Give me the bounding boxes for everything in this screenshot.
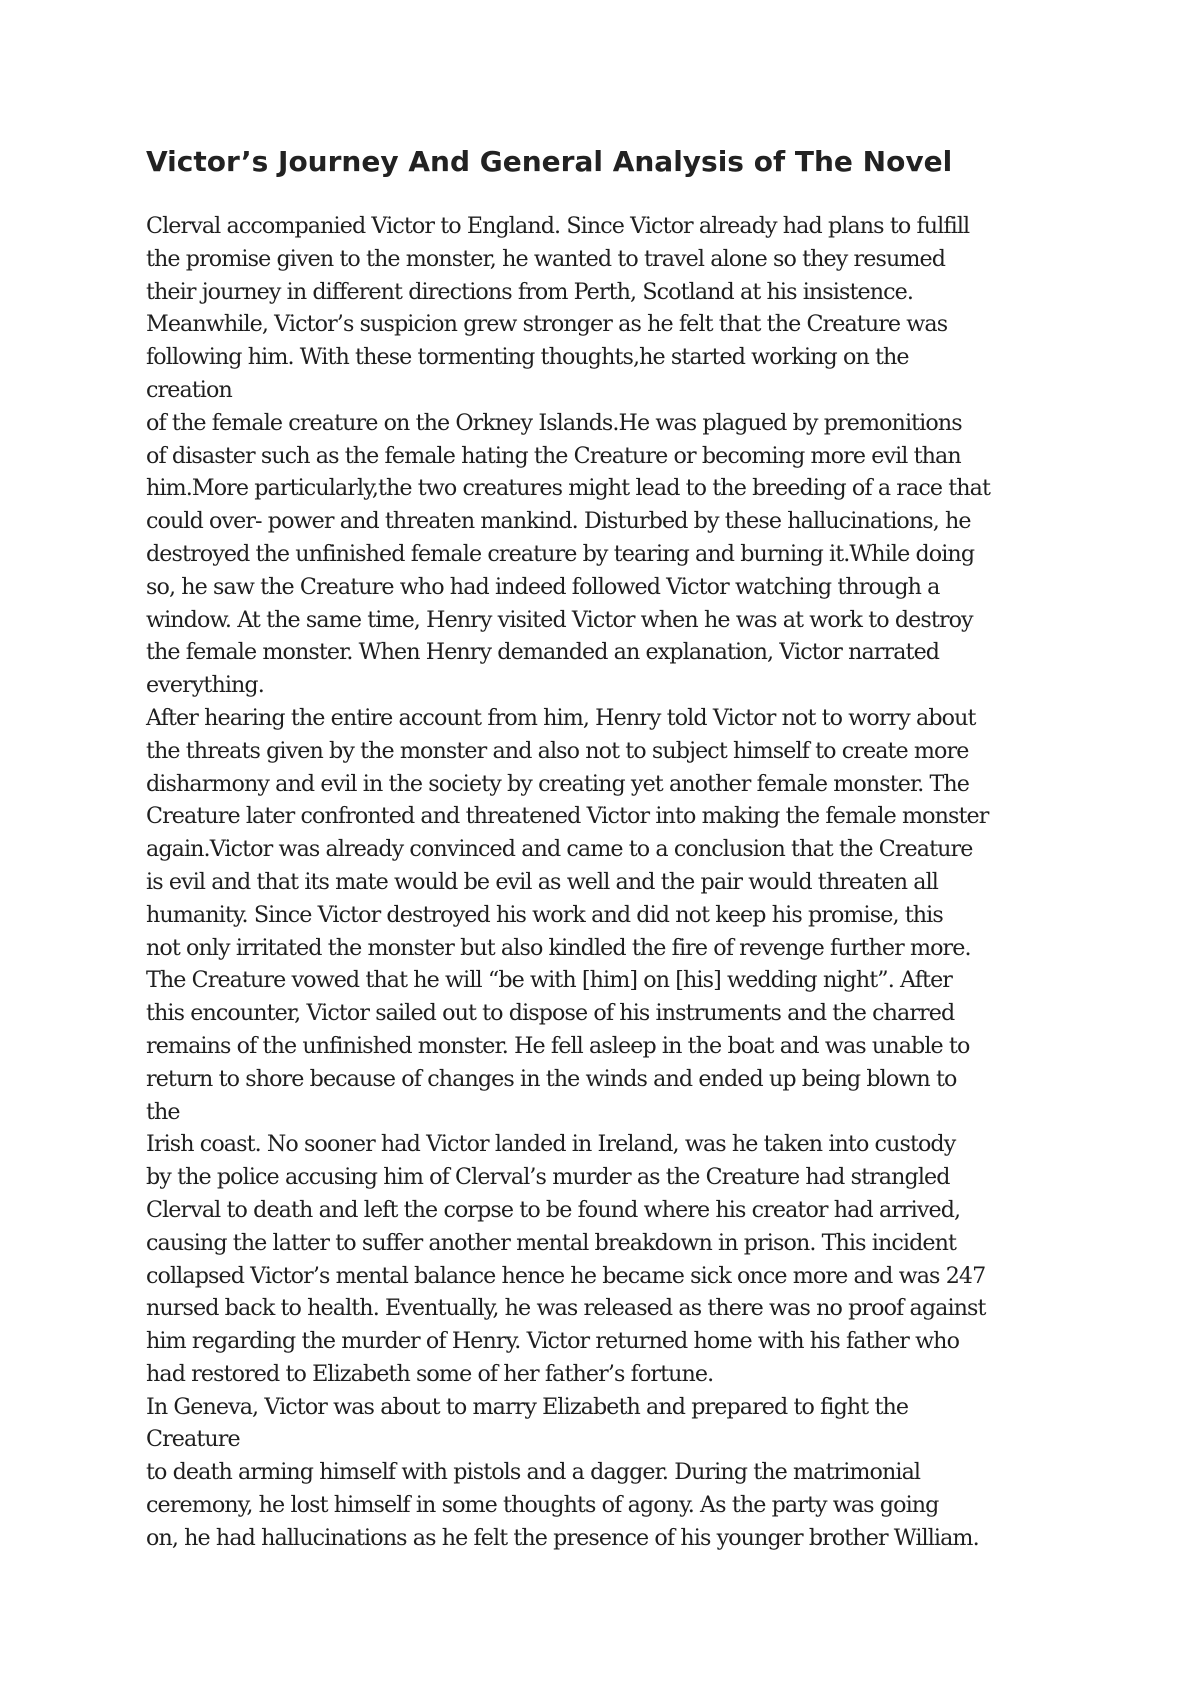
body-text-line: After hearing the entire account from him, Henry told Victor not to worry about	[146, 704, 976, 731]
body-text-line: of the female creature on the Orkney Islands.He was plagued by premonitions	[146, 409, 962, 436]
body-text-line: Meanwhile, Victor’s suspicion grew stronger as he felt that the Creature was	[146, 311, 948, 338]
body-text-line: the	[146, 1098, 180, 1125]
body-text-line: the threats given by the monster and also not to subject himself to create more	[146, 737, 969, 764]
body-text-line: creation	[146, 376, 232, 403]
body-text-line: ceremony, he lost himself in some thoughts of agony. As the party was going	[146, 1492, 939, 1519]
document-title: Victor’s Journey And General Analysis of The Novel	[146, 145, 953, 178]
body-text-line: him regarding the murder of Henry. Victor returned home with his father who	[146, 1328, 960, 1355]
body-text-line: destroyed the unfinished female creature by tearing and burning it.While doing	[146, 540, 975, 567]
body-text-line: this encounter, Victor sailed out to dispose of his instruments and the charred	[146, 1000, 955, 1027]
body-text-line: so, he saw the Creature who had indeed followed Victor watching through a	[146, 573, 940, 600]
body-text-line: return to shore because of changes in the winds and ended up being blown to	[146, 1065, 957, 1092]
body-text-line: to death arming himself with pistols and a dagger. During the matrimonial	[146, 1459, 921, 1486]
body-text-line: is evil and that its mate would be evil as well and the pair would threaten all	[146, 868, 938, 895]
body-text-line: on, he had hallucinations as he felt the presence of his younger brother William.	[146, 1524, 979, 1551]
body-text-line: nursed back to health. Eventually, he was released as there was no proof against	[146, 1295, 986, 1322]
body-text-line: Creature later confronted and threatened Victor into making the female monster	[146, 803, 989, 830]
body-text-line: remains of the unfinished monster. He fell asleep in the boat and was unable to	[146, 1032, 970, 1059]
body-text-line: not only irritated the monster but also kindled the fire of revenge further more.	[146, 934, 971, 961]
body-text-line: The Creature vowed that he will “be with [him] on [his] wedding night”. After	[146, 967, 953, 994]
body-text-line: him.More particularly,the two creatures might lead to the breeding of a race that	[146, 475, 990, 502]
body-text-line: disharmony and evil in the society by creating yet another female monster. The	[146, 770, 970, 797]
body-text-line: collapsed Victor’s mental balance hence he became sick once more and was 247	[146, 1262, 986, 1289]
body-text-line: the promise given to the monster, he wanted to travel alone so they resumed	[146, 245, 946, 272]
body-text-line: humanity. Since Victor destroyed his work and did not keep his promise, this	[146, 901, 943, 928]
body-text-line: Irish coast. No sooner had Victor landed in Ireland, was he taken into custody	[146, 1131, 956, 1158]
body-text-line: Clerval accompanied Victor to England. Since Victor already had plans to fulfill	[146, 213, 970, 239]
body-text-line: the female monster. When Henry demanded an explanation, Victor narrated	[146, 639, 940, 666]
body-text-line: of disaster such as the female hating the Creature or becoming more evil than	[146, 442, 961, 469]
body-text-line: window. At the same time, Henry visited Victor when he was at work to destroy	[146, 606, 973, 633]
body-text-line: could over- power and threaten mankind. Disturbed by these hallucinations, he	[146, 508, 971, 535]
body-text-line: had restored to Elizabeth some of her father’s fortune.	[146, 1360, 714, 1387]
body-text-line: In Geneva, Victor was about to marry Elizabeth and prepared to fight the	[146, 1393, 909, 1420]
body-text-line: Creature	[146, 1426, 240, 1453]
body-text-line: their journey in different directions from Perth, Scotland at his insistence.	[146, 278, 914, 305]
body-text-line: causing the latter to suffer another mental breakdown in prison. This incident	[146, 1229, 957, 1256]
body-text-line: Clerval to death and left the corpse to be found where his creator had arrived,	[146, 1196, 961, 1223]
document-body	[146, 210, 1076, 1555]
body-text-line: again.Victor was already convinced and came to a conclusion that the Creature	[146, 836, 973, 863]
body-text-line: following him. With these tormenting thoughts,he started working on the	[146, 344, 909, 371]
body-text-line: by the police accusing him of Clerval’s murder as the Creature had strangled	[146, 1164, 950, 1191]
body-text-line: everything.	[146, 672, 264, 699]
